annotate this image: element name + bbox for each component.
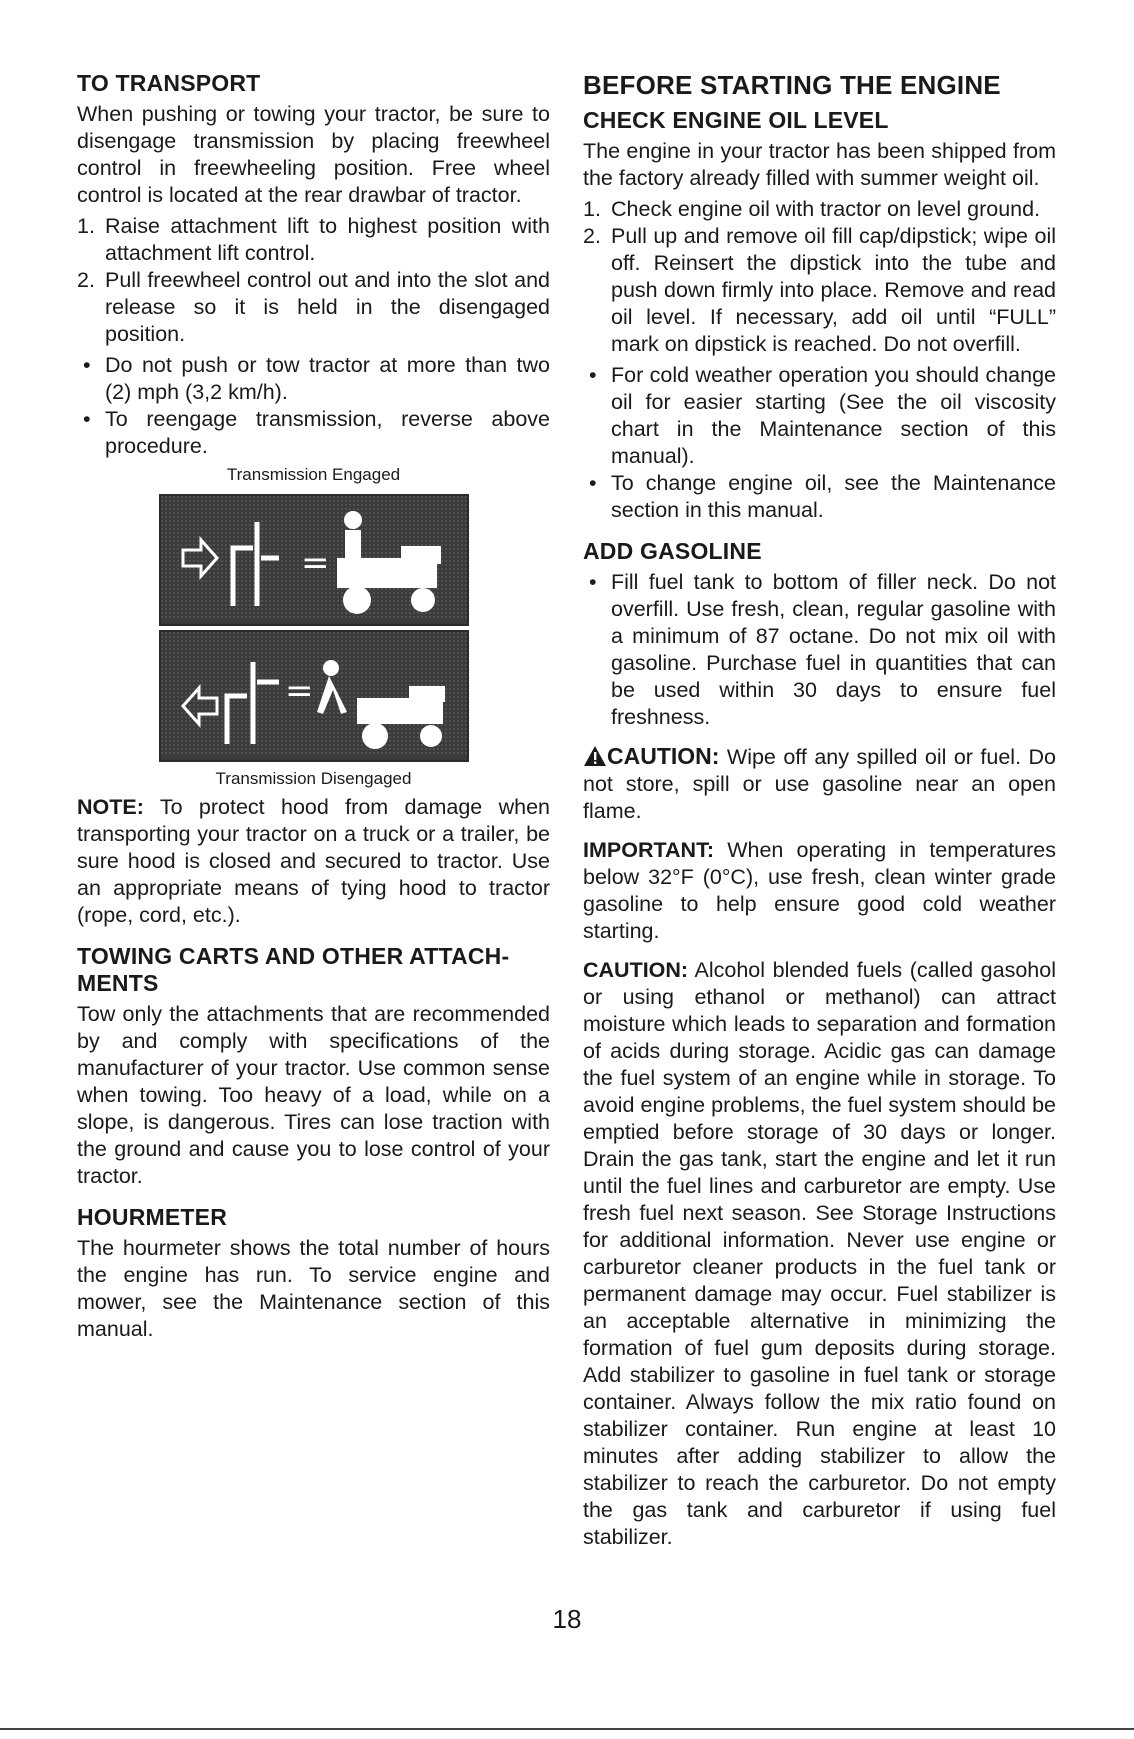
section-hourmeter [77, 1204, 550, 1343]
note-label: NOTE: [77, 795, 144, 819]
bullet-list [583, 569, 1056, 731]
section-heading: HOURMETER [77, 1204, 228, 1230]
page-number: 18 [552, 1604, 582, 1634]
paragraph: The engine in your tractor has been shipped from the factory already filled with summer weight oil. [583, 139, 1056, 190]
tractor-disengaged-illustration [161, 632, 467, 756]
section-heading: ADD GASOLINE [583, 538, 762, 564]
caution-paragraph: CAUTION: Wipe off any spilled oil or fuel. Do not store, spill or use gasoline near an open flame. [583, 743, 1056, 823]
important-paragraph: IMPORTANT: When operating in temperatures below 32°F (0°C), use fresh, clean winter grade gasoline to help ensure good cold weather starting. [583, 838, 1056, 943]
left-column [77, 70, 550, 1357]
section-add-gasoline [583, 538, 1056, 1551]
figure-caption-engaged: Transmission Engaged [226, 465, 401, 484]
list-item: 1. Raise attachment lift to highest position with attachment lift control. [77, 214, 550, 265]
numbered-list [77, 213, 550, 348]
section-check-oil [583, 107, 1056, 524]
list-item: 2. Pull up and remove oil fill cap/dipstick; wipe oil off. Reinsert the dipstick into the tube and push down firmly into place. Remove and read oil level. If necessary, add oil until “FULL” mark on dipstick is reached. Do not overfill. [583, 224, 1056, 356]
figure-caption-disengaged: Transmission Disengaged [215, 769, 412, 788]
note-paragraph: NOTE: To protect hood from damage when transporting your tractor on a truck or a trailer, be sure hood is closed and secured to tractor. Use an appropriate means of tying hood to tractor (rope, cord, etc.). [77, 795, 550, 927]
section-heading: TOWING CARTS AND OTHER ATTACH-MENTS [77, 943, 510, 996]
section-heading: TO TRANSPORT [77, 70, 261, 96]
list-item: • To change engine oil, see the Maintenance section in this manual. [589, 471, 1056, 522]
svg-text:=: = [284, 671, 313, 711]
important-label: IMPORTANT: [583, 838, 714, 862]
transmission-figure [159, 494, 469, 762]
paragraph: Tow only the attachments that are recommended by and comply with specifications of the manufacturer of your tractor. Use common sense when towing. Too heavy of a load, while on a slope, is dangerous. Tires can lose traction with the ground and cause you to lose control of your tractor. [77, 1002, 550, 1188]
svg-text:=: = [300, 543, 329, 583]
list-item: • Fill fuel tank to bottom of filler neck. Do not overfill. Use fresh, clean, regular gasoline with a minimum of 87 octane. Do not mix oil with gasoline. Purchase fuel in quantities that can be used within 30 days to ensure fuel freshness. [589, 570, 1056, 729]
bottom-divider [0, 1728, 1134, 1730]
warning-triangle-icon [583, 745, 607, 767]
caution-label: CAUTION: [607, 743, 720, 769]
page-title: BEFORE STARTING THE ENGINE [583, 70, 1001, 100]
list-item: 2. Pull freewheel control out and into the slot and release so it is held in the disengaged position. [77, 268, 550, 346]
list-item: • To reengage transmission, reverse above procedure. [83, 407, 550, 458]
caution-label: CAUTION: [583, 958, 689, 982]
paragraph: The hourmeter shows the total number of hours the engine has run. To service engine and mower, see the Maintenance section of this manual. [77, 1236, 550, 1341]
caution-alcohol-paragraph: CAUTION: Alcohol blended fuels (called gasohol or using ethanol or methanol) can attract moisture which leads to separation and formation of acids during storage. Acidic gas can damage the fuel system of an engine while in storage. To avoid engine problems, the fuel system should be emptied before storage of 30 days or longer. Drain the gas tank, start the engine and let it run until the fuel lines and carburetor are empty. Use fresh fuel next season. See Storage Instructions for additional information. Never use engine or carburetor cleaner products in the fuel tank or permanent damage may occur. Fuel stabilizer is an acceptable alternative in minimizing the formation of fuel gum deposits during storage. Add stabilizer to gasoline in fuel tank or storage container. Always follow the mix ratio found on stabilizer container. Run engine at least 10 minutes after adding stabilizer to allow the stabilizer to reach the carburetor. Do not empty the gas tank and carburetor if using fuel stabilizer. [583, 958, 1056, 1549]
paragraph: When pushing or towing your tractor, be sure to disengage transmission by placing freewheel control in freewheeling position. Free wheel control is located at the rear drawbar of tractor. [77, 102, 550, 207]
section-heading: CHECK ENGINE OIL LEVEL [583, 107, 889, 133]
section-to-transport [77, 70, 550, 929]
right-column [583, 70, 1056, 1565]
transmission-engaged-panel [159, 494, 469, 626]
tractor-engaged-illustration [161, 496, 467, 620]
numbered-list [583, 196, 1056, 358]
list-item: 1. Check engine oil with tractor on level ground. [583, 197, 1041, 221]
transmission-disengaged-panel [159, 630, 469, 762]
section-towing [77, 943, 550, 1190]
list-item: • For cold weather operation you should change oil for easier starting (See the oil viscosity chart in the Maintenance section of this manual). [589, 363, 1056, 468]
bullet-list [77, 352, 550, 460]
bullet-list [583, 362, 1056, 524]
list-item: • Do not push or tow tractor at more than two (2) mph (3,2 km/h). [83, 353, 550, 404]
